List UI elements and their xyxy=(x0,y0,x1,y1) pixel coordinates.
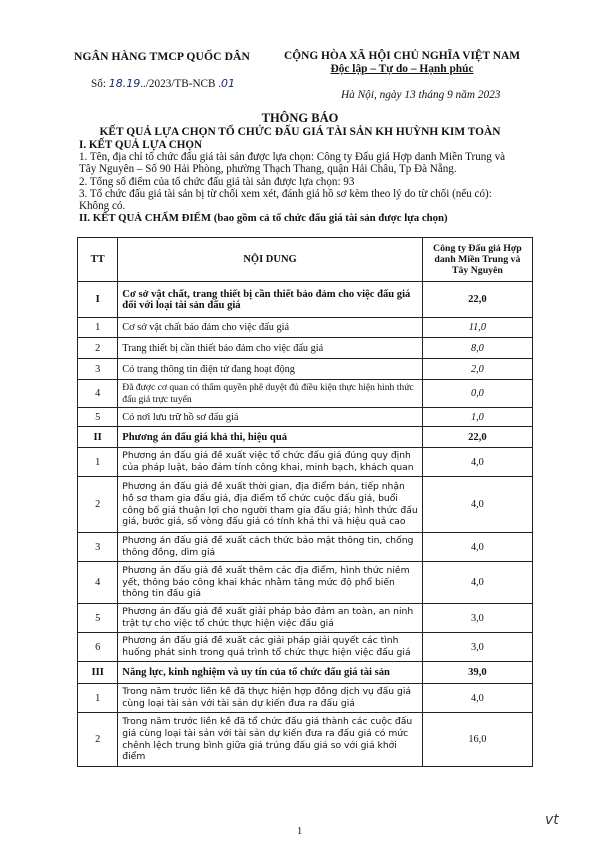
row-score: 39,0 xyxy=(422,662,532,684)
row-content: Trong năm trước liền kề đã tổ chức đấu giá thành các cuộc đấu giá cùng loại tài sản với tài sản dự kiến đưa ra đấu giá có mức chênh lệch trung bình giữa giá trúng đấu giá so với giá khởi điểm xyxy=(118,713,422,767)
row-content: Phương án đấu giá đề xuất thời gian, địa điểm bán, tiếp nhận hồ sơ tham gia đấu giá, địa điểm tổ chức cuộc đấu giá, buổi công bố giá thuận lợi cho người tham gia đấu giá; hình thức đấu giá, bước giá, số vòng đấu giá có tính khả thi và hiệu quả cao xyxy=(118,477,422,533)
row-score: 1,0 xyxy=(422,408,532,427)
header-content: NỘI DUNG xyxy=(118,238,422,282)
row-tt: 6 xyxy=(78,633,118,662)
paragraph-3-line-1: 3. Tổ chức đấu giá tài sản bị từ chối xem xét, đánh giá hồ sơ kèm theo lý do từ chối (nếu có): xyxy=(79,187,492,200)
row-score: 4,0 xyxy=(422,533,532,562)
table-header-row xyxy=(78,238,533,282)
header-company: Công ty Đấu giá Hợp danh Miền Trung và Tây Nguyên xyxy=(422,238,532,282)
row-score: 16,0 xyxy=(422,713,532,767)
row-tt: 4 xyxy=(78,562,118,604)
row-content: Trong năm trước liền kề đã thực hiện hợp đồng dịch vụ đấu giá cùng loại tài sản với tài sản dự kiến đưa ra đấu giá xyxy=(118,684,422,713)
table-row xyxy=(78,633,533,662)
table-row xyxy=(78,318,533,338)
row-tt: 3 xyxy=(78,359,118,380)
issuer-block xyxy=(62,50,262,90)
row-content: Có nơi lưu trữ hồ sơ đấu giá xyxy=(118,408,422,427)
table-row xyxy=(78,662,533,684)
national-header xyxy=(266,50,538,75)
document-subtitle: KẾT QUẢ LỰA CHỌN TỔ CHỨC ĐẤU GIÁ TÀI SẢN KH HUỲNH KIM TOÀN xyxy=(99,126,501,138)
section-1-heading: I. KẾT QUẢ LỰA CHỌN xyxy=(79,139,202,151)
row-tt: 2 xyxy=(78,713,118,767)
table-row xyxy=(78,562,533,604)
row-score: 2,0 xyxy=(422,359,532,380)
row-content: Cơ sở vật chất, trang thiết bị cần thiết bảo đảm cho việc đấu giá đối với loại tài sản đấu giá xyxy=(118,282,422,318)
row-tt: 2 xyxy=(78,477,118,533)
row-score: 22,0 xyxy=(422,282,532,318)
row-content: Đã được cơ quan có thẩm quyền phê duyệt đủ điều kiện thực hiện hình thức đấu giá trực tuyến xyxy=(118,380,422,408)
row-tt: 5 xyxy=(78,408,118,427)
row-content: Phương án đấu giá đề xuất thêm các địa điểm, hình thức niêm yết, thông báo công khai khác nhằm tăng mức độ phổ biến thông tin đấu giá xyxy=(118,562,422,604)
row-score: 0,0 xyxy=(422,380,532,408)
table-row xyxy=(78,533,533,562)
row-tt: 3 xyxy=(78,533,118,562)
page-number: 1 xyxy=(297,826,303,837)
table-row xyxy=(78,282,533,318)
paragraph-3-line-2: Không có. xyxy=(79,200,126,213)
document-number xyxy=(62,77,262,90)
row-tt: 2 xyxy=(78,338,118,359)
row-tt: I xyxy=(78,282,118,318)
document-title: THÔNG BÁO xyxy=(261,111,339,125)
table-row xyxy=(78,477,533,533)
row-tt: 4 xyxy=(78,380,118,408)
handwritten-initials: vt xyxy=(545,812,559,828)
row-tt: 1 xyxy=(78,684,118,713)
table-row xyxy=(78,448,533,477)
score-table xyxy=(77,237,533,767)
national-title: CỘNG HÒA XÃ HỘI CHỦ NGHĨA VIỆT NAM xyxy=(284,50,520,62)
row-content: Năng lực, kinh nghiệm và uy tín của tổ chức đấu giá tài sản xyxy=(118,662,422,684)
paragraph-1-line-2: Tây Nguyên – Số 90 Hải Phòng, phường Thạch Thang, quận Hải Châu, Tp Đà Nẵng. xyxy=(79,163,457,176)
doc-number-prefix: Số: xyxy=(91,78,109,90)
doc-number-middle: ../2023/TB-NCB . xyxy=(140,78,222,90)
national-motto xyxy=(266,63,538,75)
row-content: Có trang thông tin điện tử đang hoạt động xyxy=(118,359,422,380)
table-row xyxy=(78,359,533,380)
row-score: 4,0 xyxy=(422,684,532,713)
row-content: Phương án đấu giá đề xuất giải pháp bảo đảm an toàn, an ninh trật tự cho việc tổ chức thực hiện việc đấu giá xyxy=(118,604,422,633)
table-row xyxy=(78,427,533,448)
row-score: 22,0 xyxy=(422,427,532,448)
row-content: Phương án đấu giá đề xuất các giải pháp giải quyết các tình huống phát sinh trong quá trình tổ chức thực hiện việc đấu giá xyxy=(118,633,422,662)
motto-text: Độc lập – Tự do – Hạnh phúc xyxy=(330,63,474,75)
row-tt: 1 xyxy=(78,318,118,338)
row-content: Phương án đấu giá khả thi, hiệu quả xyxy=(118,427,422,448)
row-tt: III xyxy=(78,662,118,684)
paragraph-1-line-1: 1. Tên, địa chỉ tổ chức đấu giá tài sản được lựa chọn: Công ty Đấu giá Hợp danh Miền Trung và xyxy=(79,151,506,164)
bank-name: NGÂN HÀNG TMCP QUỐC DÂN xyxy=(74,50,250,63)
row-score: 11,0 xyxy=(422,318,532,338)
table-row xyxy=(78,684,533,713)
row-score: 3,0 xyxy=(422,633,532,662)
issue-date: Hà Nội, ngày 13 tháng 9 năm 2023 xyxy=(341,89,501,101)
table-row xyxy=(78,408,533,427)
document-body xyxy=(79,139,534,224)
section-2-heading: II. KẾT QUẢ CHẤM ĐIỂM (bao gồm cả tổ chức đấu giá tài sản được lựa chọn) xyxy=(79,212,448,225)
row-score: 3,0 xyxy=(422,604,532,633)
row-content: Cơ sở vật chất bảo đảm cho việc đấu giá xyxy=(118,318,422,338)
table-row xyxy=(78,713,533,767)
table-row xyxy=(78,338,533,359)
row-tt: II xyxy=(78,427,118,448)
row-tt: 5 xyxy=(78,604,118,633)
row-score: 4,0 xyxy=(422,477,532,533)
row-score: 4,0 xyxy=(422,562,532,604)
row-score: 8,0 xyxy=(422,338,532,359)
handwritten-number: 18.19 xyxy=(108,77,141,90)
header-tt: TT xyxy=(78,238,118,282)
row-content: Trang thiết bị cần thiết bảo đảm cho việc đấu giá xyxy=(118,338,422,359)
row-content: Phương án đấu giá đề xuất cách thức bảo mật thông tin, chống thông đồng, dìm giá xyxy=(118,533,422,562)
row-content: Phương án đấu giá đề xuất việc tổ chức đấu giá đúng quy định của pháp luật, bảo đảm tính công khai, minh bạch, khách quan xyxy=(118,448,422,477)
paragraph-2: 2. Tổng số điểm của tổ chức đấu giá tài sản được lựa chọn: 93 xyxy=(79,175,355,188)
row-score: 4,0 xyxy=(422,448,532,477)
table-row xyxy=(78,604,533,633)
handwritten-suffix: 01 xyxy=(221,77,236,90)
row-tt: 1 xyxy=(78,448,118,477)
table-row xyxy=(78,380,533,408)
